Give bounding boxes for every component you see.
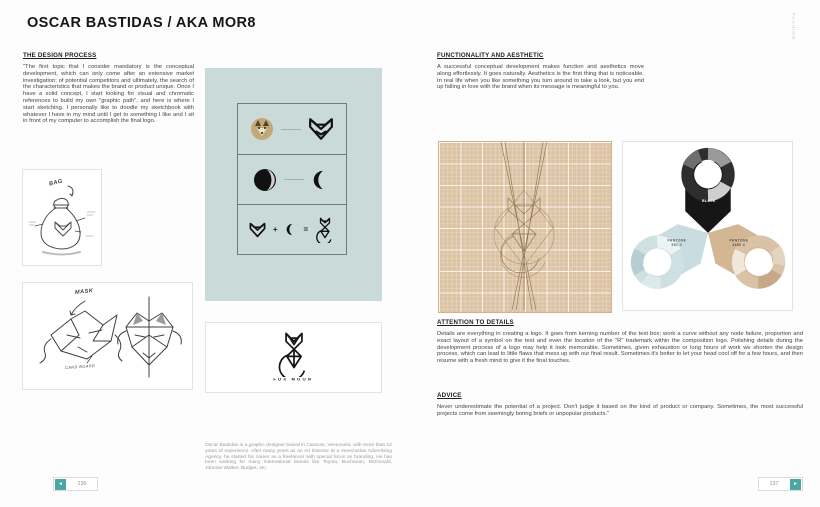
connector-line (284, 179, 304, 180)
mask-sketch-panel (22, 282, 193, 390)
next-page-button[interactable] (790, 479, 801, 490)
bag-sketch-label: BAG (48, 178, 64, 188)
section-advice (437, 392, 803, 418)
bag-sketch-panel (22, 169, 102, 266)
section-functionality (437, 52, 644, 91)
right-page-number: 137 (769, 481, 779, 487)
construction-lines-drawing (439, 142, 609, 310)
attention-heading: ATTENTION TO DETAILS (437, 319, 514, 326)
fox-head-icon-small (249, 222, 266, 238)
fox-photo (250, 117, 274, 141)
palette-diagram (623, 142, 792, 310)
functionality-heading: FUNCTIONALITY AND AESTHETIC (437, 52, 544, 59)
section-design-process (23, 52, 194, 125)
black-arm (685, 154, 730, 233)
final-logo-panel (205, 322, 382, 393)
design-process-body: "The first topic that I consider mandatory is the conceptual development, which can only come after an extensive market investigation; of potential competitors and ultimately, the search of the characteristics that makes the brand or product unique. Once I have a solid concept, I start looking for visual and chromatic references to build my own "graphic path", and here is where I start sketching. I personally like to doodle my sketchbook with whatever I have in my mind until I get to something I like and I sit in front of my computer to accomplish the final logo. (23, 64, 194, 125)
page-title: OSCAR BASTIDAS / AKA MOR8 (27, 15, 256, 31)
concept-panel (205, 68, 382, 301)
pagination-left (53, 477, 98, 491)
right-arrow-icon: ► (793, 480, 798, 487)
left-arrow-icon: ◄ (58, 480, 63, 487)
designer-bio-caption: Oscar Bastidas is a graphic designer based in Caracas, Venezuela, with more than 12 years of experience. After many years as an Art Director at a Venezuelan Advertising Agency, he started his career as a freelancer with special focus on branding. He has been working for many international brands like Toyota, Buchanan, McDonald, Johnnie Walker, Budget, etc. (205, 443, 392, 472)
concept-row-sum (238, 204, 346, 254)
fox-head-icon (308, 117, 334, 141)
bag-sketch-drawing (23, 170, 103, 267)
connector-line (281, 129, 301, 130)
mask-sketch-label: MASK (74, 288, 94, 296)
color-palette-panel (622, 141, 793, 311)
crescent-icon (311, 169, 331, 191)
pantone-blue-label: PANTONE 551 C (667, 239, 687, 247)
moon-photo (253, 168, 277, 192)
cardboard-sketch-label: CARD BOARD (64, 363, 96, 371)
logo-wordmark: FOX MOON (273, 378, 314, 383)
fox-body-icon (315, 217, 335, 243)
advice-body: Never underestimate the potential of a project. Don't judge it based on the kind of product or company. Sometimes, the most successful projects come from seemingly boring briefs or unpopular products." (437, 404, 803, 417)
mask-sketch-drawing (23, 283, 194, 391)
plus-operator: + (272, 224, 278, 234)
functionality-body: A successful conceptual development makes function and aesthetics move along effortlessly. It goes naturally. Aesthetics is the first thing that is noticeable. In real life when you like something you turn around to take a look, but you end up falling in love with the brand when its message is meaningful to you. (437, 64, 644, 91)
concept-box (237, 103, 347, 255)
design-process-heading: THE DESIGN PROCESS (23, 52, 97, 59)
left-page-number: 136 (77, 481, 87, 487)
advice-heading: ADVICE (437, 392, 462, 399)
section-attention (437, 319, 803, 365)
crescent-icon-small (285, 223, 297, 236)
concept-row-moon (238, 154, 346, 204)
attention-body: Details are everything in creating a logo. It goes from kerning number of the text box; work a curve without any node failure, proportion and exact layout of a symbol on the text and even the location of the "R" trademark within the composition logo. Polishing details during the development process of a logo may help it look memorable. Sometimes, given exhaustion or long hours of work we shorten the design process, which can lead to little flaws that mess up with our final result. Sometimes it's better to let your head cool off for a few hours, and then resume with a fresh mind to give it the final touches. (437, 331, 803, 365)
black-swatch-label: BLACK (702, 199, 716, 203)
logo-construction-panel (438, 141, 612, 313)
pagination-right (758, 477, 803, 491)
equals-operator: = (303, 224, 309, 234)
chapter-edge-label: FASHION (791, 13, 796, 41)
pantone-tan-label: PANTONE 4685 C (729, 239, 749, 247)
fox-moon-logo (276, 331, 312, 377)
prev-page-button[interactable] (55, 479, 66, 490)
concept-row-fox (238, 104, 346, 154)
